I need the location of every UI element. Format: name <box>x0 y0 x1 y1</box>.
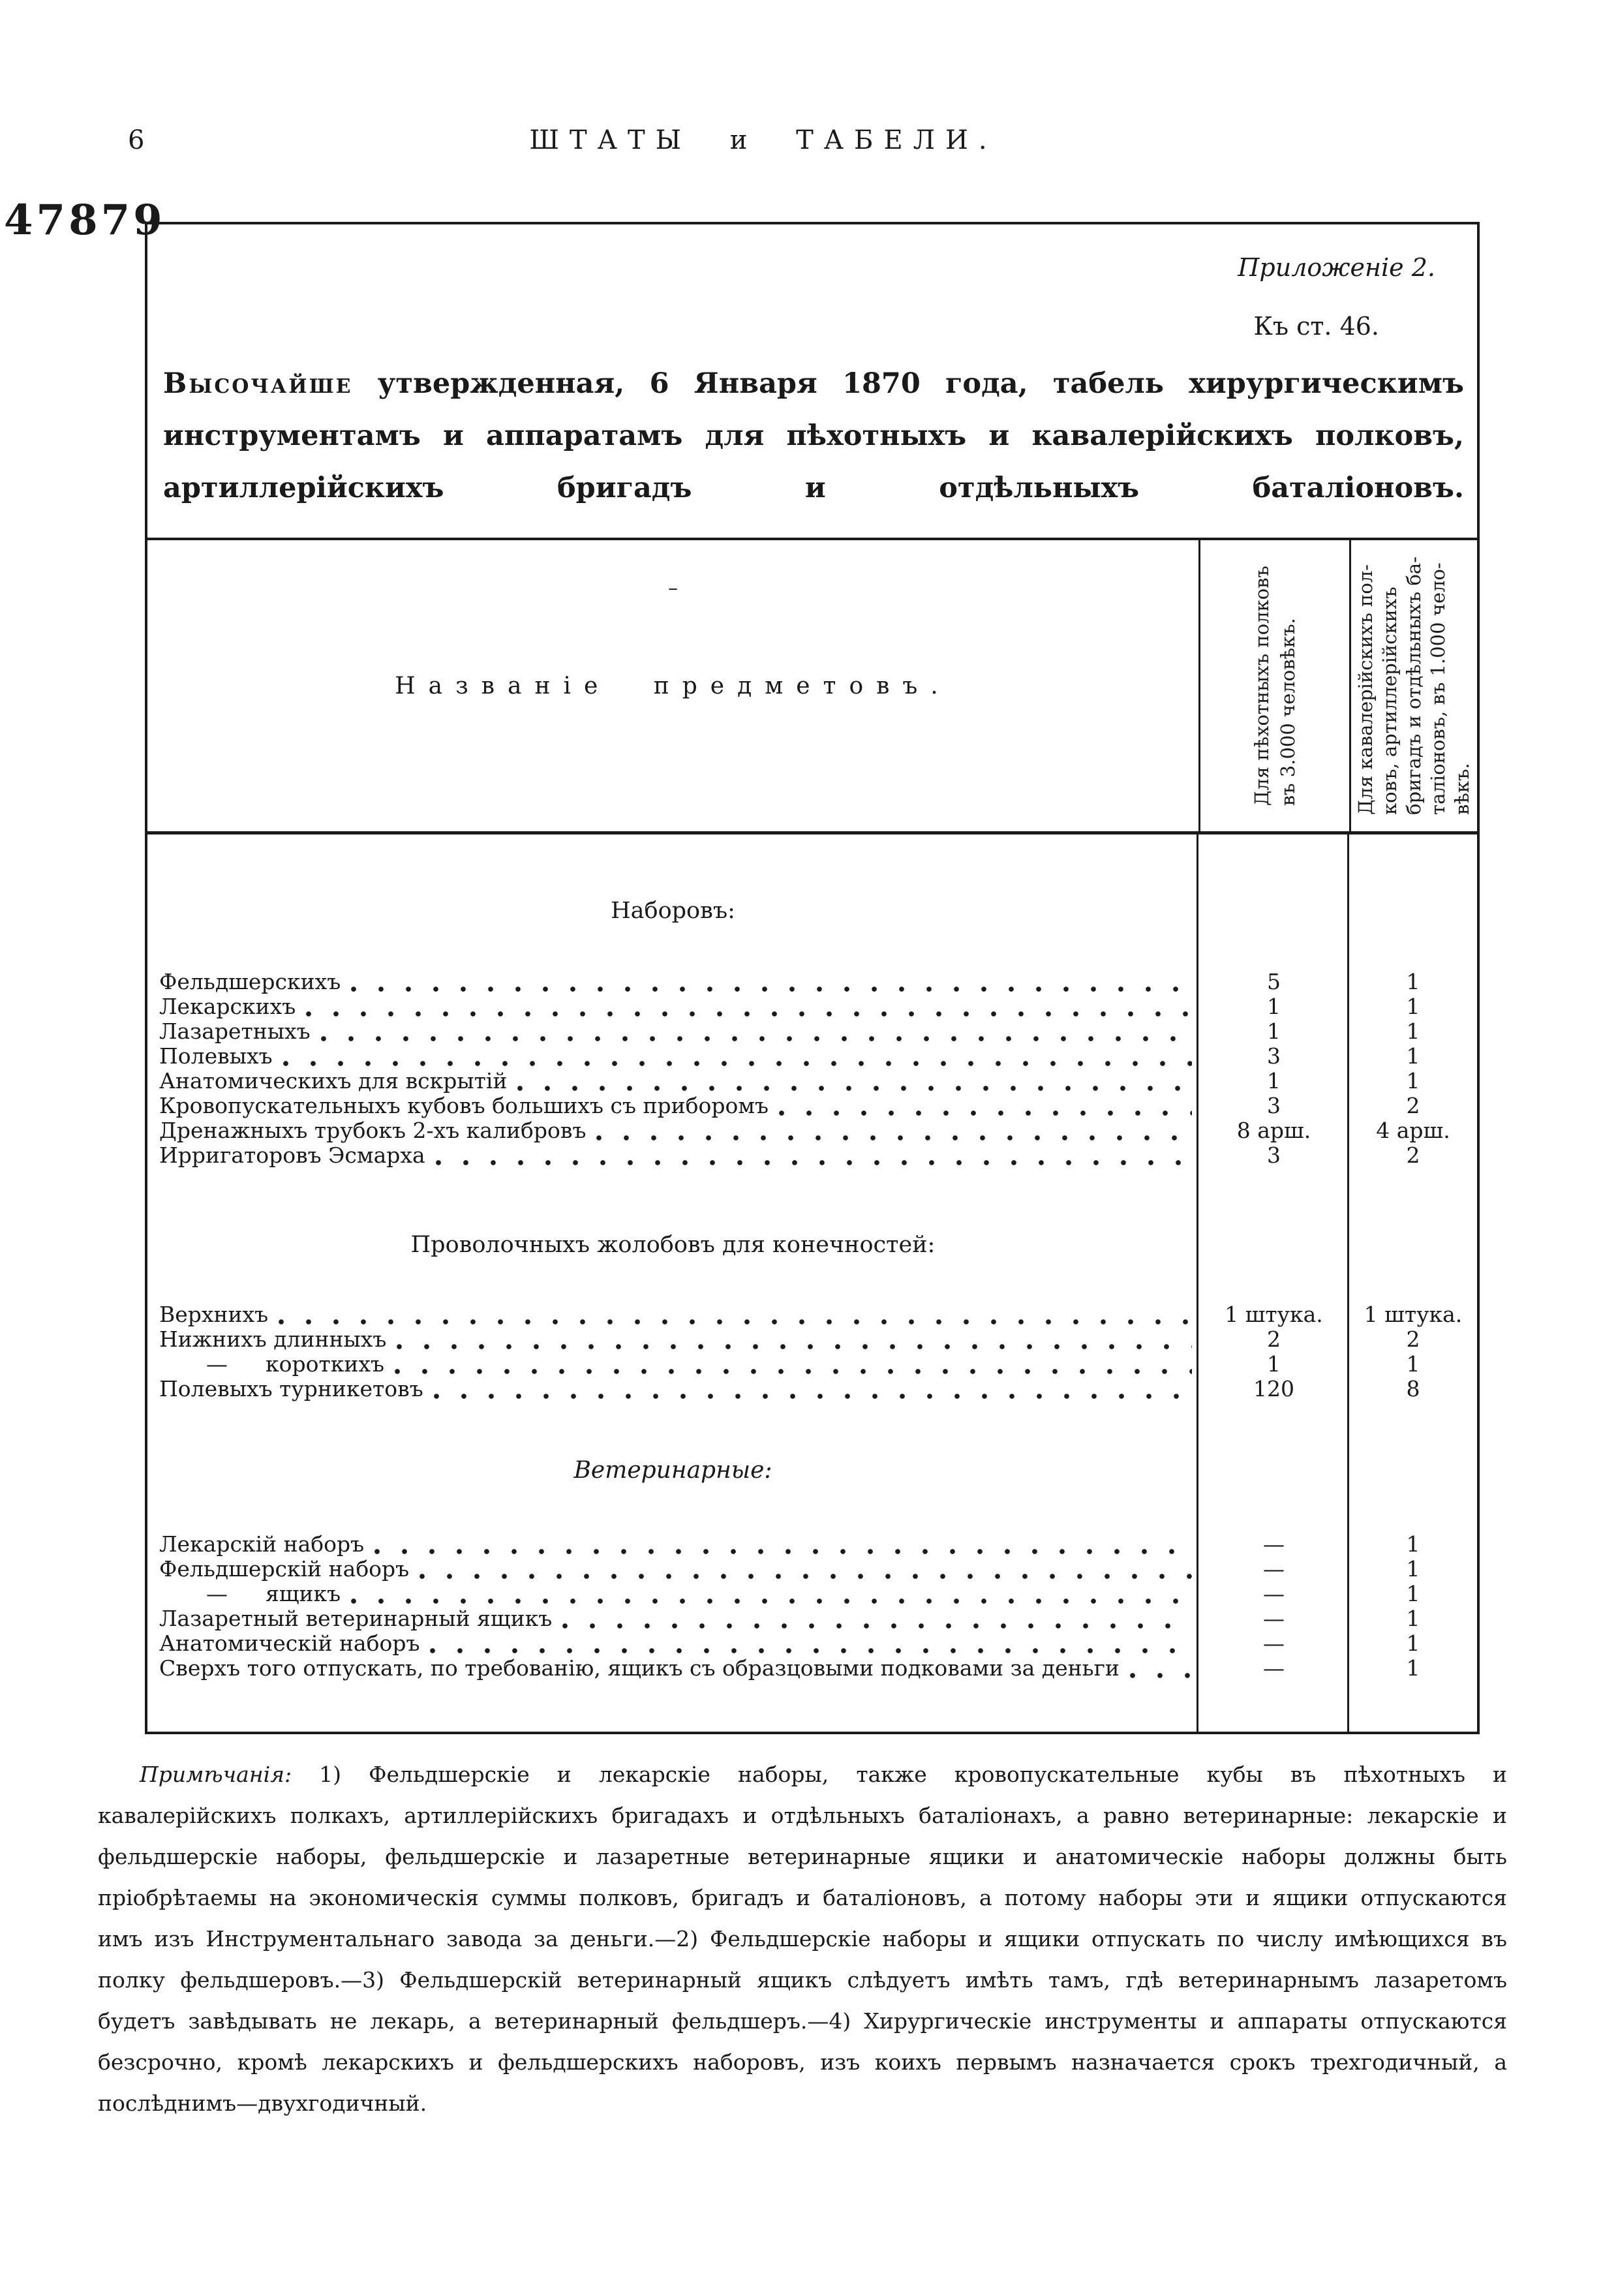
row-label: Кровопускательныхъ кубовъ большихъ съ приборомъ <box>159 1094 769 1118</box>
cavalry-value: 1 <box>1406 994 1420 1019</box>
row-label: Фельдшерскихъ <box>159 970 341 994</box>
infantry-header-line: въ 3.000 человѣкъ. <box>1277 618 1299 806</box>
cavalry-value: 1 <box>1406 1606 1420 1631</box>
cavalry-value: 1 <box>1406 1068 1420 1094</box>
row-label: Лазаретный ветеринарный ящикъ <box>159 1606 553 1631</box>
cavalry-value: 1 <box>1406 1581 1420 1606</box>
infantry-value: 8 арш. <box>1236 1118 1311 1143</box>
dot-leader <box>397 1327 1192 1352</box>
cavalry-value: 1 штука. <box>1364 1302 1463 1327</box>
table-row <box>147 1631 1477 1656</box>
section-heading-sets <box>147 896 1477 925</box>
table-row <box>147 1069 1477 1094</box>
infantry-value: — <box>1263 1531 1285 1557</box>
table-row <box>147 1019 1477 1044</box>
infantry-value: 3 <box>1267 1093 1281 1118</box>
infantry-value: 1 <box>1267 1351 1281 1377</box>
cavalry-value: 1 <box>1406 1351 1420 1377</box>
row-label: Полевыхъ <box>159 1044 273 1069</box>
cavalry-value: 2 <box>1406 1093 1420 1118</box>
cavalry-header-line: вѣкъ. <box>1451 763 1473 815</box>
ditto-dash: — <box>206 1582 228 1606</box>
table-title-rest: утвержденная, 6 Января 1870 года, табель хирургическимъ инструментамъ и аппаратамъ для пѣхотныхъ и кавалерійскихъ полковъ, артиллерійскихъ бригадъ и отдѣльныхъ баталіоновъ. <box>163 367 1464 504</box>
ditto-dash: — <box>206 1352 228 1377</box>
row-label: Анатомическій наборъ <box>159 1631 420 1656</box>
row-label: Нижнихъ длинныхъ <box>159 1327 387 1352</box>
infantry-column-header <box>1198 540 1349 831</box>
notes-text: 1) Фельдшерскіе и лекарскіе наборы, также кровопускательные кубы въ пѣхотныхъ и кавалерійскихъ полкахъ, артиллерійскихъ бригадахъ и отдѣльныхъ баталіонахъ, а равно ветеринарные: лекарскіе и фельдшерскіе наборы, фельдшерскіе и лазаретные ветеринарные ящики и анатомическіе наборы должны быть пріобрѣтаемы на экономическія суммы полковъ, бригадъ и баталіоновъ, а потому наборы эти и ящики отпускаются имъ изъ Инструментальнаго завода за деньги.—2) Фельдшерскіе наборы и ящики отпускать по числу имѣющихся въ полку фельдшеровъ.—3) Фельдшерскій ветеринарный ящикъ слѣдуетъ имѣть тамъ, гдѣ ветеринарнымъ лазаретомъ будетъ завѣдывать не лекарь, а ветеринарный фельдшеръ.—4) Хирургическіе инструменты и аппараты отпускаются безсрочно, кромѣ лекарскихъ и фельдшерскихъ наборовъ, изъ коихъ первымъ назначается срокъ трехгодичный, а послѣднимъ—двухгодичный. <box>98 1762 1507 2116</box>
table-row <box>147 1143 1477 1168</box>
dot-leader <box>395 1352 1192 1377</box>
section-heading-gutters <box>147 1231 1477 1259</box>
row-label: Дренажныхъ трубокъ 2-хъ калибровъ <box>159 1118 587 1143</box>
dot-leader <box>279 1302 1192 1327</box>
dot-leader <box>430 1631 1192 1656</box>
statute-table <box>145 222 1480 1734</box>
table-header-row <box>147 538 1477 831</box>
row-label: Верхнихъ <box>159 1302 269 1327</box>
infantry-value: 3 <box>1267 1142 1281 1168</box>
row-label: ящикъ <box>266 1582 341 1606</box>
section-heading-label: Наборовъ: <box>611 898 735 924</box>
row-label: Лазаретныхъ <box>159 1019 311 1044</box>
infantry-value: — <box>1263 1581 1285 1606</box>
row-label: короткихъ <box>266 1352 384 1377</box>
table-row <box>147 1352 1477 1377</box>
cavalry-value: 2 <box>1406 1142 1420 1168</box>
cavalry-value: 1 <box>1406 1655 1420 1681</box>
table-row <box>147 1094 1477 1118</box>
cavalry-value: 8 <box>1406 1376 1420 1401</box>
table-row <box>147 1656 1477 1681</box>
cavalry-value: 1 <box>1406 1630 1420 1656</box>
infantry-value: 1 штука. <box>1225 1302 1323 1327</box>
row-label: Ирригаторовъ Эсмарха <box>159 1143 425 1168</box>
section-heading-veterinary <box>147 1456 1477 1485</box>
infantry-value: 3 <box>1267 1043 1281 1069</box>
ornament-dash: – <box>668 577 678 600</box>
dot-leader <box>374 1532 1192 1557</box>
notes-paragraph <box>98 1754 1507 2124</box>
table-row <box>147 1377 1477 1401</box>
items-column-title: Названіе предметовъ. <box>395 672 951 699</box>
infantry-value: 5 <box>1267 969 1281 994</box>
row-label: Лекарскихъ <box>159 994 296 1019</box>
column-divider <box>1347 834 1349 1732</box>
act-number: 47879 <box>4 196 166 245</box>
cavalry-value: 1 <box>1406 1018 1420 1044</box>
annex-note: Приложеніе 2. <box>1238 253 1435 282</box>
row-label: Полевыхъ турникетовъ <box>159 1377 423 1401</box>
infantry-value: 2 <box>1267 1326 1281 1352</box>
cavalry-value: 1 <box>1406 969 1420 994</box>
dot-leader <box>321 1019 1192 1044</box>
table-row <box>147 994 1477 1019</box>
table-row <box>147 1118 1477 1143</box>
page-number: 6 <box>128 125 145 155</box>
table-row <box>147 1606 1477 1631</box>
table-row <box>147 1582 1477 1606</box>
infantry-value: 1 <box>1267 1068 1281 1094</box>
dot-leader <box>779 1094 1192 1118</box>
infantry-value: 1 <box>1267 994 1281 1019</box>
dot-leader <box>306 994 1192 1019</box>
row-label: Лекарскій наборъ <box>159 1532 365 1557</box>
table-row <box>147 1327 1477 1352</box>
table-title-lead: Высочайше <box>163 367 353 400</box>
table-row <box>147 1532 1477 1557</box>
infantry-value: — <box>1263 1606 1285 1631</box>
cavalry-value: 1 <box>1406 1531 1420 1557</box>
notes-lead: Примѣчанія: <box>140 1762 292 1787</box>
column-divider <box>1197 834 1198 1732</box>
cavalry-header-line: Для кавалерійскихъ пол- <box>1354 564 1377 815</box>
row-label: Анатомическихъ для вскрытій <box>159 1069 508 1094</box>
cavalry-value: 4 арш. <box>1376 1118 1450 1143</box>
dot-leader <box>434 1377 1192 1401</box>
infantry-value: 1 <box>1267 1018 1281 1044</box>
dot-leader <box>562 1606 1192 1631</box>
section-heading-label: Проволочныхъ жолобовъ для конечностей: <box>410 1232 936 1258</box>
section-heading-label: Ветеринарные: <box>573 1457 772 1484</box>
cavalry-header-line: ковъ, артиллерійскихъ <box>1379 587 1401 815</box>
items-column-header <box>147 540 1198 831</box>
infantry-value: — <box>1263 1655 1285 1681</box>
cavalry-value: 1 <box>1406 1556 1420 1582</box>
table-body <box>147 831 1477 1732</box>
cavalry-column-header <box>1349 540 1477 831</box>
infantry-value: 120 <box>1253 1376 1294 1401</box>
table-title <box>163 358 1464 538</box>
dot-leader <box>351 970 1192 994</box>
infantry-value: — <box>1263 1556 1285 1582</box>
table-row <box>147 1044 1477 1069</box>
cavalry-value: 1 <box>1406 1043 1420 1069</box>
dot-leader <box>419 1557 1192 1582</box>
row-label: Фельдшерскій наборъ <box>159 1557 410 1582</box>
cavalry-value: 2 <box>1406 1326 1420 1352</box>
dot-leader <box>596 1118 1192 1143</box>
dot-leader <box>517 1069 1192 1094</box>
dot-leader <box>351 1582 1192 1606</box>
table-row <box>147 1302 1477 1327</box>
running-title: ШТАТЫ и ТАБЕЛИ. <box>529 125 998 155</box>
cavalry-header-line: таліоновъ, въ 1.000 чело- <box>1427 562 1449 815</box>
cavalry-header-line: бригадъ и отдѣльныхъ ба- <box>1403 557 1425 815</box>
dot-leader <box>436 1143 1192 1168</box>
dot-leader <box>283 1044 1192 1069</box>
article-ref: Къ ст. 46. <box>1253 312 1379 341</box>
row-label: Сверхъ того отпускать, по требованію, ящикъ съ образцовыми подковами за деньги <box>159 1656 1120 1681</box>
table-row <box>147 970 1477 994</box>
infantry-header-line: Для пѣхотныхъ полковъ <box>1251 565 1273 806</box>
infantry-value: — <box>1263 1630 1285 1656</box>
dot-leader <box>1130 1656 1192 1681</box>
table-row <box>147 1557 1477 1582</box>
